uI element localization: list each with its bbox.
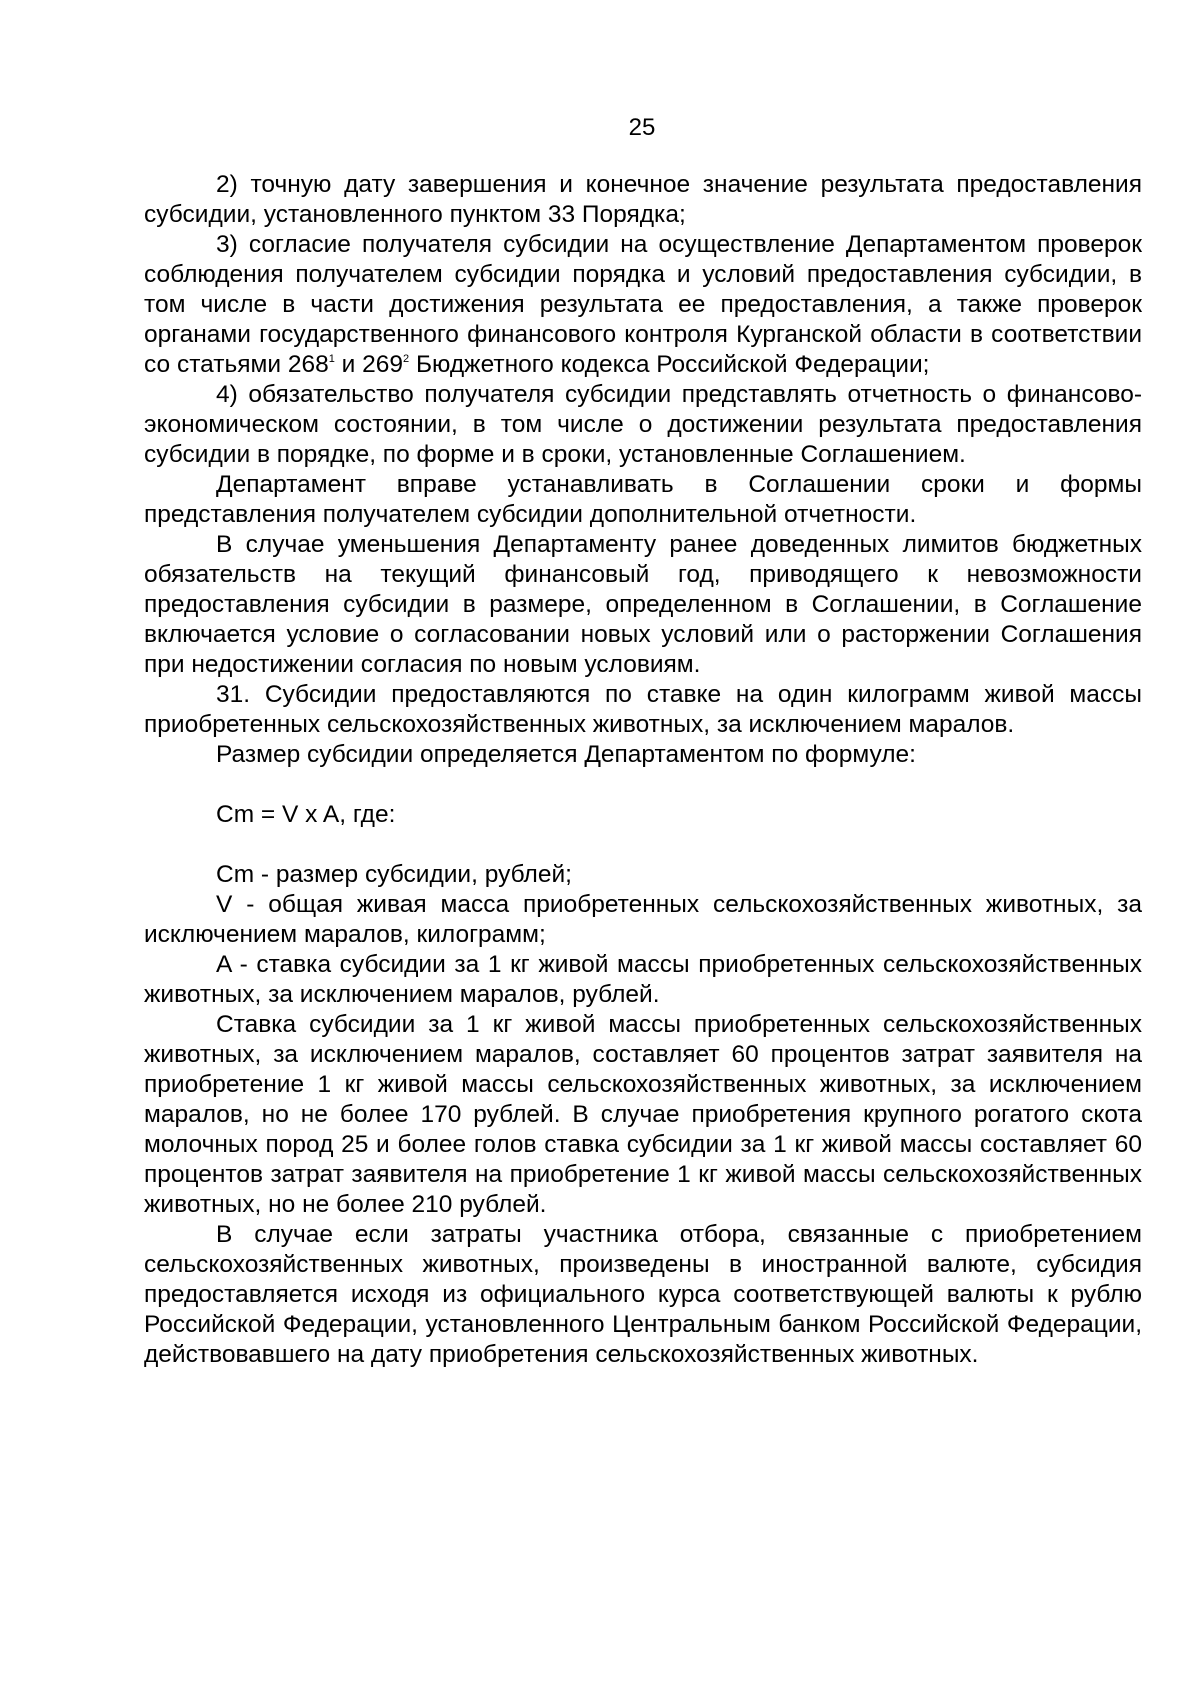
document-body [144, 170, 1142, 1370]
definition-cm: Cm - размер субсидии, рублей; [216, 861, 572, 888]
formula: Cm = V x A, где: [216, 801, 396, 828]
paragraph-31-rate-basis: 31. Субсидии предоставляются по ставке на один килограмм живой массы приобретенных сельскохозяйственных животных, за исключением маралов. [144, 681, 1142, 738]
item-3-text-end: Бюджетного кодекса Российской Федерации; [409, 351, 930, 378]
formula-intro: Размер субсидии определяется Департаментом по формуле: [216, 741, 916, 768]
paragraph-department-right: Департамент вправе устанавливать в Соглашении сроки и формы представления получателем субсидии дополнительной отчетности. [144, 471, 1142, 528]
paragraph-limits-reduction: В случае уменьшения Департаменту ранее доведенных лимитов бюджетных обязательств на текущий финансовый год, приводящего к невозможности предоставления субсидии в размере, определенном в Соглашении, в Соглашение включается условие о согласовании новых условий или о расторжении Соглашения при недостижении согласия по новым условиям. [144, 531, 1142, 678]
item-3-text-start: 3) согласие получателя субсидии на осуществление Департаментом проверок соблюдения получателем субсидии порядка и условий предоставления субсидии, в том числе в части достижения результата ее предоставления, а также проверок органами государственного финансового контроля Курганской области в соответствии со статьями 268 [144, 231, 1142, 378]
blank-line [144, 770, 1142, 800]
definition-v: V - общая живая масса приобретенных сельскохозяйственных животных, за исключением маралов, килограмм; [144, 891, 1142, 948]
footnote-mark-1: 1 [328, 353, 335, 365]
blank-line [144, 830, 1142, 860]
footnote-mark-2: 2 [403, 353, 410, 365]
item-3-consent-to-inspections [144, 230, 1142, 380]
page-number: 25 [628, 114, 656, 141]
definition-a: A - ставка субсидии за 1 кг живой массы приобретенных сельскохозяйственных животных, за исключением маралов, рублей. [144, 951, 1142, 1008]
paragraph-subsidy-rate: Ставка субсидии за 1 кг живой массы приобретенных сельскохозяйственных животных, за исключением маралов, составляет 60 процентов затрат заявителя на приобретение 1 кг живой массы сельскохозяйственных животных, за исключением маралов, но не более 170 рублей. В случае приобретения крупного рогатого скота молочных пород 25 и более голов ставка субсидии за 1 кг живой массы составляет 60 процентов затрат заявителя на приобретение 1 кг живой массы сельскохозяйственных животных, но не более 210 рублей. [144, 1011, 1142, 1218]
paragraph-foreign-currency: В случае если затраты участника отбора, связанные с приобретением сельскохозяйственных животных, произведены в иностранной валюте, субсидия предоставляется исходя из официального курса соответствующей валюты к рублю Российской Федерации, установленного Центральным банком Российской Федерации, действовавшего на дату приобретения сельскохозяйственных животных. [144, 1221, 1142, 1368]
item-2-result-date: 2) точную дату завершения и конечное значение результата предоставления субсидии, установленного пунктом 33 Порядка; [144, 171, 1142, 228]
item-4-reporting-obligation: 4) обязательство получателя субсидии представлять отчетность о финансово-экономическом состоянии, в том числе о достижении результата предоставления субсидии в порядке, по форме и в сроки, установленные Соглашением. [144, 381, 1142, 468]
item-3-text-mid: и 269 [334, 351, 404, 378]
